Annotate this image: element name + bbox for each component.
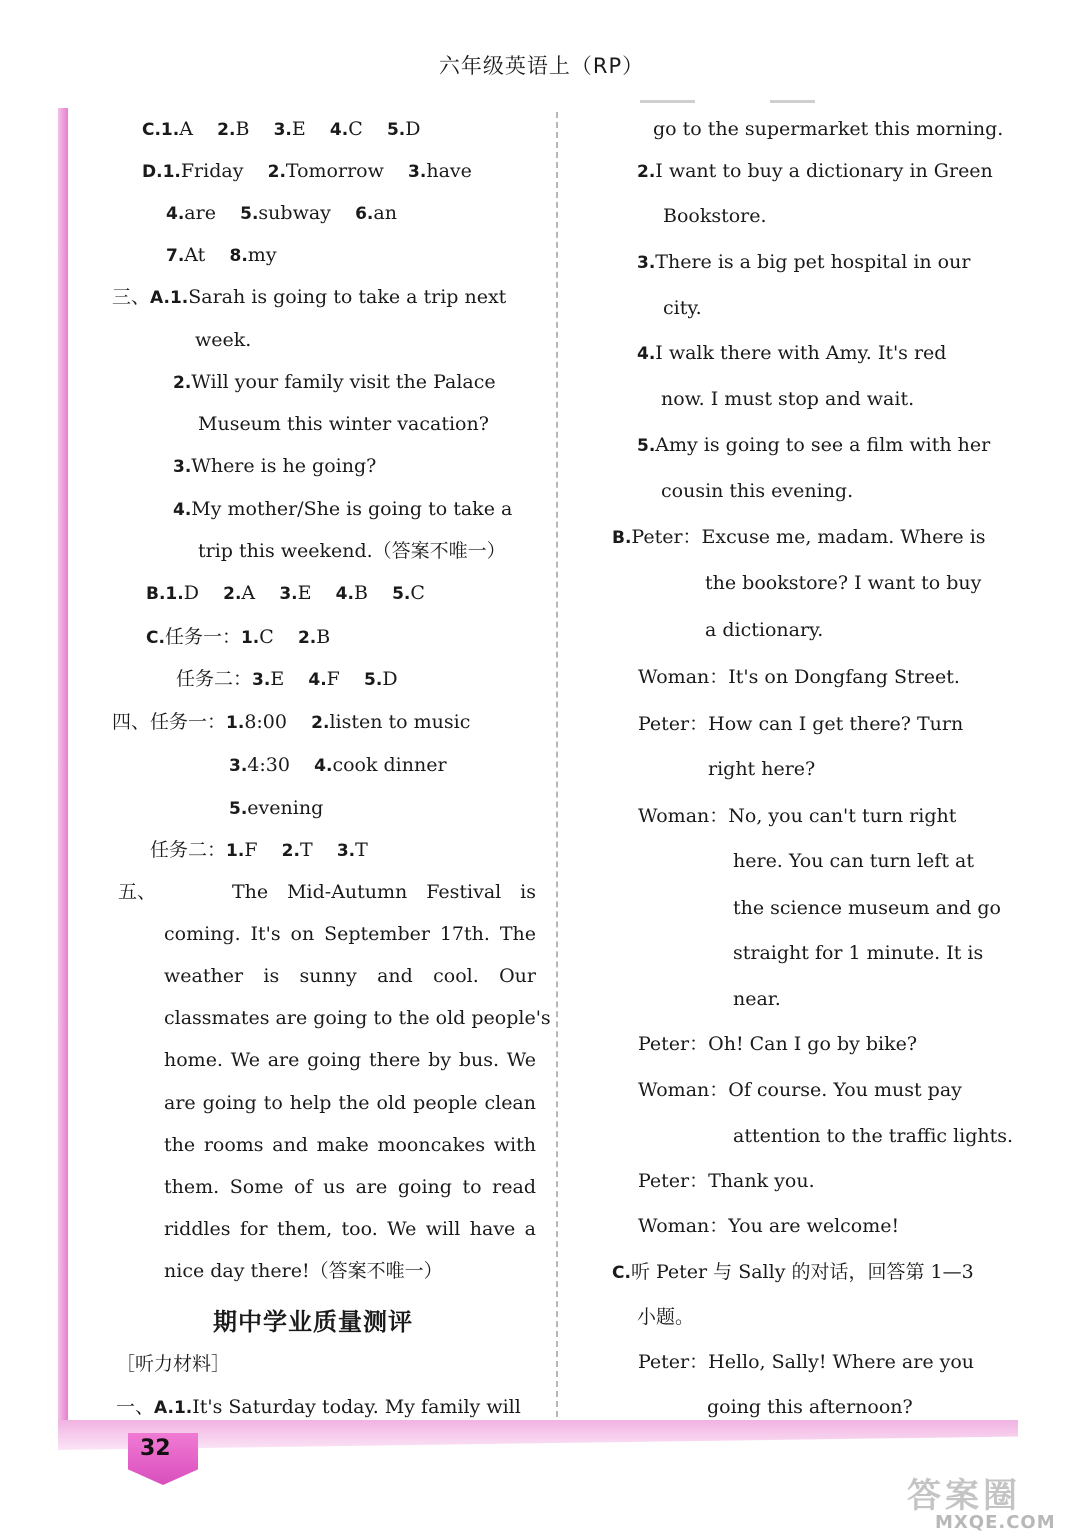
- script-line: Peter：Oh! Can I go by bike?: [638, 1033, 918, 1055]
- answer-text: A: [241, 582, 256, 604]
- essay-line: coming. It's on September 17th. The: [164, 923, 536, 945]
- answer-line: [173, 370, 496, 395]
- item-number: 4.: [335, 584, 354, 604]
- script-line: the science museum and go: [733, 897, 1001, 919]
- bottom-decor-band: [58, 1420, 1018, 1450]
- script-line: right here?: [708, 758, 816, 780]
- script-line: [612, 1260, 974, 1285]
- essay-line: The Mid-Autumn Festival is: [232, 881, 536, 903]
- script-line: Peter：How can I get there? Turn: [638, 713, 964, 735]
- script-line: Woman：It's on Dongfang Street.: [638, 666, 960, 688]
- item-number: 1.: [226, 841, 245, 861]
- answer-text: Where is he going?: [191, 455, 377, 477]
- answer-text: Tomorrow: [285, 160, 384, 182]
- essay-line: weather is sunny and cool. Our: [164, 965, 536, 987]
- item-number: B.1.: [146, 584, 184, 604]
- page-number: 32: [140, 1436, 171, 1461]
- script-line: 小题。: [637, 1306, 695, 1328]
- script-line: cousin this evening.: [661, 480, 854, 502]
- answer-text: my: [247, 244, 277, 266]
- item-number: 2.: [217, 120, 236, 140]
- answer-line: [173, 454, 376, 479]
- answer-text: 4:30: [247, 754, 290, 776]
- listening-label: ［听力材料］: [116, 1353, 231, 1375]
- answer-line: [116, 1395, 521, 1420]
- item-number: 1.: [240, 628, 260, 648]
- task-label: 任务二：: [176, 668, 253, 690]
- answer-text: cook dinner: [332, 754, 447, 776]
- answer-text: C: [259, 626, 274, 648]
- essay-line: are going to help the old people clean: [164, 1092, 536, 1114]
- script-line: Peter：Hello, Sally! Where are you: [638, 1351, 975, 1373]
- item-number: 3.: [637, 253, 656, 273]
- answer-line: Museum this winter vacation?: [198, 413, 489, 435]
- item-number: 2.: [267, 162, 286, 182]
- item-number: 3.: [273, 120, 292, 140]
- section-marker: 四、任务一：: [112, 711, 227, 733]
- left-decor-bar: [58, 108, 68, 1433]
- answer-text: subway: [258, 202, 331, 224]
- answer-text: D: [382, 668, 398, 690]
- answer-text: C: [348, 118, 363, 140]
- answer-text: an: [373, 202, 397, 224]
- answer-line: [118, 880, 156, 904]
- answer-text: F: [326, 668, 340, 690]
- item-number: 5.: [240, 204, 259, 224]
- item-number: 7.: [166, 246, 185, 266]
- script-line: Peter：Thank you.: [638, 1170, 815, 1192]
- item-number: 5.: [364, 670, 383, 690]
- item-number: 4.: [308, 670, 327, 690]
- script-text: I want to buy a dictionary in Green: [655, 160, 993, 182]
- item-number: 3.: [279, 584, 298, 604]
- answer-line: [166, 243, 277, 268]
- script-line: here. You can turn left at: [733, 850, 974, 872]
- item-number: 5.: [386, 120, 406, 140]
- answer-text: A: [179, 118, 193, 140]
- item-number: 3.: [252, 670, 271, 690]
- page-header: 六年级英语上（RP）: [438, 54, 645, 78]
- item-number: 5.: [229, 799, 248, 819]
- script-line: [637, 341, 946, 366]
- item-number: 4.: [329, 120, 349, 140]
- section-title: 期中学业质量测评: [213, 1308, 413, 1336]
- answer-text: B: [235, 118, 250, 140]
- item-number: 4.: [637, 344, 656, 364]
- item-number: D.1.: [142, 162, 181, 182]
- answer-text: T: [355, 839, 368, 861]
- task-label: 任务二：: [150, 839, 227, 861]
- script-line: a dictionary.: [705, 619, 824, 641]
- answer-text: B: [316, 626, 331, 648]
- watermark-url: MXQE.COM: [935, 1512, 1056, 1533]
- script-line: straight for 1 minute. It is: [733, 942, 984, 964]
- section-marker: 三、: [112, 286, 151, 308]
- item-number: 2.: [173, 373, 192, 393]
- script-line: the bookstore? I want to buy: [705, 572, 982, 594]
- essay-line: classmates are going to the old people's: [164, 1007, 551, 1029]
- item-number: 2.: [311, 713, 330, 733]
- answer-text: have: [426, 160, 472, 182]
- answer-text: listen to music: [329, 711, 471, 733]
- script-line: going this afternoon?: [707, 1396, 913, 1418]
- item-number: 2.: [281, 841, 300, 861]
- item-number: 3.: [173, 457, 192, 477]
- answer-text: E: [270, 668, 285, 690]
- script-line: Woman：Of course. You must pay: [638, 1079, 962, 1101]
- item-number: 3.: [336, 841, 356, 861]
- script-line: near.: [733, 988, 781, 1010]
- script-text: Amy is going to see a film with her: [655, 434, 991, 456]
- answer-line: [146, 581, 425, 606]
- answer-text: D: [183, 582, 199, 604]
- item-number: C.: [612, 1263, 631, 1283]
- script-line: [637, 433, 990, 458]
- answer-line: [229, 753, 447, 778]
- script-line: now. I must stop and wait.: [661, 388, 915, 410]
- answer-text: E: [291, 118, 306, 140]
- script-line: Woman：No, you can't turn right: [638, 805, 957, 827]
- item-number: 4.: [173, 500, 192, 520]
- watermark-text: 答案圈: [907, 1476, 1021, 1516]
- essay-line: the rooms and make mooncakes with: [164, 1134, 536, 1156]
- answer-text: It's Saturday today. My family will: [192, 1396, 521, 1418]
- answer-text: evening: [247, 797, 324, 819]
- essay-line: home. We are going there by bus. We: [164, 1049, 536, 1071]
- answer-text: 8:00: [244, 711, 287, 733]
- answer-text: are: [184, 202, 216, 224]
- watermark-logo: [905, 1468, 1075, 1536]
- script-line: [637, 159, 993, 184]
- item-number: C.: [146, 628, 165, 648]
- answer-text: D: [405, 118, 421, 140]
- task-label: 任务一：: [164, 626, 241, 648]
- answer-line: [142, 117, 420, 142]
- script-text: I walk there with Amy. It's red: [655, 342, 947, 364]
- essay-line: riddles for them, too. We will have a: [164, 1218, 536, 1240]
- item-number: 2.: [297, 628, 317, 648]
- script-line: Bookstore.: [663, 205, 767, 227]
- item-number: 2.: [223, 584, 242, 604]
- item-number: 5.: [637, 436, 656, 456]
- answer-text: Sarah is going to take a trip next: [188, 286, 507, 308]
- answer-text: E: [297, 582, 312, 604]
- essay-line: nice day there!（答案不唯一）: [164, 1260, 443, 1282]
- column-divider: [556, 112, 558, 1417]
- section-marker: 一、: [116, 1396, 155, 1418]
- answer-line: [146, 625, 330, 650]
- script-line: Woman：You are welcome!: [638, 1215, 900, 1237]
- answer-text: C: [410, 582, 425, 604]
- answer-text: My mother/She is going to take a: [191, 498, 513, 520]
- item-number: 2.: [637, 162, 656, 182]
- answer-line: trip this weekend.（答案不唯一）: [198, 540, 506, 562]
- script-text: 听 Peter 与 Sally 的对话，回答第 1—3: [630, 1261, 974, 1283]
- item-number: C.1.: [142, 120, 180, 140]
- script-text: There is a big pet hospital in our: [655, 251, 971, 273]
- answer-line: [229, 796, 323, 821]
- item-number: 5.: [392, 584, 411, 604]
- item-number: 4.: [314, 756, 333, 776]
- answer-line: [112, 710, 470, 735]
- item-number: 8.: [229, 246, 248, 266]
- item-number: 4.: [166, 204, 185, 224]
- answer-line: [166, 201, 397, 226]
- script-text: Peter：Excuse me, madam. Where is: [631, 526, 986, 548]
- answer-line: week.: [195, 329, 252, 351]
- answer-text: F: [244, 839, 258, 861]
- answer-text: B: [353, 582, 368, 604]
- answer-line: [150, 838, 368, 863]
- script-line: city.: [663, 297, 702, 319]
- essay-line: them. Some of us are going to read: [164, 1176, 536, 1198]
- script-line: [637, 250, 970, 275]
- item-number: B.: [612, 528, 632, 548]
- item-number: 3.: [408, 162, 427, 182]
- answer-text: Will your family visit the Palace: [191, 371, 496, 393]
- item-number: 1.: [226, 713, 245, 733]
- answer-line: [112, 285, 506, 310]
- section-marker: 五、: [118, 881, 157, 903]
- answer-line: [176, 667, 398, 692]
- answer-text: T: [299, 839, 313, 861]
- top-rule-mark: [640, 100, 695, 103]
- item-number: 3.: [229, 756, 248, 776]
- script-line: [612, 525, 986, 550]
- answer-text: At: [184, 244, 206, 266]
- script-line: go to the supermarket this morning.: [653, 118, 1004, 140]
- item-number: A.1.: [150, 288, 189, 308]
- answer-line: [173, 497, 512, 522]
- top-rule-mark: [770, 100, 815, 103]
- item-number: 6.: [355, 204, 374, 224]
- item-number: A.1.: [154, 1398, 193, 1418]
- script-line: attention to the traffic lights.: [733, 1125, 1014, 1147]
- answer-line: [142, 159, 472, 184]
- answer-text: Friday: [180, 160, 244, 182]
